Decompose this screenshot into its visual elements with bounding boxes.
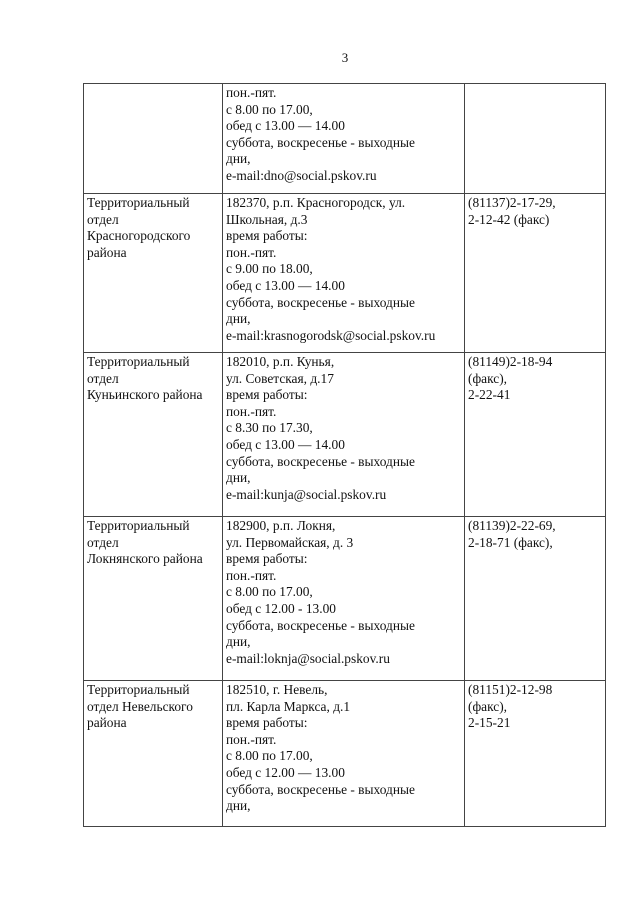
address-line: дни, xyxy=(226,470,251,486)
page-number: 3 xyxy=(341,50,349,65)
department-cell xyxy=(84,681,223,827)
table-row xyxy=(84,353,606,517)
address-line: время работы: xyxy=(226,551,308,567)
phone-line: (81137)2-17-29, xyxy=(468,195,556,210)
phones-cell xyxy=(465,353,606,517)
address-line: суббота, воскресенье - выходные xyxy=(226,781,415,797)
address-line: e-mail:loknja@social.pskov.ru xyxy=(226,650,390,666)
address-cell xyxy=(223,84,465,194)
department-line: Территориальный xyxy=(87,682,190,697)
address-line: дни, xyxy=(226,798,251,814)
address-line: 182010, р.п. Кунья, xyxy=(226,354,335,369)
department-line: отдел xyxy=(87,211,119,227)
address-line: Школьная, д.3 xyxy=(226,211,308,227)
address-line: дни, xyxy=(226,151,251,167)
table-row xyxy=(84,517,606,681)
address-line: обед с 13.00 — 14.00 xyxy=(226,436,345,452)
phone-line: 2-18-71 (факс), xyxy=(468,534,553,550)
address-line: с 8.00 по 17.00, xyxy=(226,101,313,117)
address-line: 182510, г. Невель, xyxy=(226,682,328,697)
departments-table xyxy=(83,83,606,827)
department-line: отдел Невельского xyxy=(87,698,193,714)
table-row xyxy=(84,84,606,194)
phones-cell xyxy=(465,194,606,353)
address-cell xyxy=(223,194,465,353)
department-line: Территориальный xyxy=(87,195,190,210)
address-line: ул. Советская, д.17 xyxy=(226,370,334,386)
address-line: суббота, воскресенье - выходные xyxy=(226,134,415,150)
phone-line: (факс), xyxy=(468,370,508,386)
address-line: время работы: xyxy=(226,228,308,244)
phone-line: 2-12-42 (факс) xyxy=(468,211,550,227)
address-line: ул. Первомайская, д. 3 xyxy=(226,534,354,550)
address-line: e-mail:krasnogorodsk@social.pskov.ru xyxy=(226,327,436,343)
department-line: района xyxy=(87,715,127,731)
address-line: с 8.00 по 17.00, xyxy=(226,584,313,600)
phone-line: (81139)2-22-69, xyxy=(468,518,556,533)
address-line: обед с 12.00 - 13.00 xyxy=(226,600,336,616)
address-cell xyxy=(223,517,465,681)
address-line: пон.-пят. xyxy=(226,567,277,583)
phone-line: 2-22-41 xyxy=(468,387,511,403)
department-line: Куньинского района xyxy=(87,387,203,403)
department-cell xyxy=(84,517,223,681)
department-cell xyxy=(84,84,223,194)
table-row xyxy=(84,194,606,353)
department-cell xyxy=(84,194,223,353)
phones-cell xyxy=(465,681,606,827)
address-line: с 8.30 по 17.30, xyxy=(226,420,313,436)
department-line: Красногородского xyxy=(87,228,191,244)
address-line: с 8.00 по 17.00, xyxy=(226,748,313,764)
address-line: e-mail:dno@social.pskov.ru xyxy=(226,167,377,183)
department-line: района xyxy=(87,244,127,260)
address-line: суббота, воскресенье - выходные xyxy=(226,617,415,633)
address-line: 182370, р.п. Красногородск, ул. xyxy=(226,195,406,210)
address-line: дни, xyxy=(226,311,251,327)
address-line: обед с 13.00 — 14.00 xyxy=(226,277,345,293)
department-cell xyxy=(84,353,223,517)
phone-line: (81149)2-18-94 xyxy=(468,354,553,369)
address-line: суббота, воскресенье - выходные xyxy=(226,294,415,310)
address-line: пл. Карла Маркса, д.1 xyxy=(226,698,351,714)
address-line: суббота, воскресенье - выходные xyxy=(226,453,415,469)
address-line: 182900, р.п. Локня, xyxy=(226,518,336,533)
department-line: Территориальный xyxy=(87,354,190,369)
address-line: e-mail:kunja@social.pskov.ru xyxy=(226,486,387,502)
address-line: время работы: xyxy=(226,715,308,731)
address-cell xyxy=(223,681,465,827)
department-line: отдел xyxy=(87,534,119,550)
address-line: пон.-пят. xyxy=(226,244,277,260)
phone-line: 2-15-21 xyxy=(468,715,511,731)
phone-line: (81151)2-12-98 xyxy=(468,682,553,697)
phones-cell xyxy=(465,517,606,681)
address-line: с 9.00 по 18.00, xyxy=(226,261,313,277)
department-line: Локнянского района xyxy=(87,551,203,567)
address-cell xyxy=(223,353,465,517)
address-line: дни, xyxy=(226,634,251,650)
table-row xyxy=(84,681,606,827)
department-line: Территориальный xyxy=(87,518,190,533)
address-line: пон.-пят. xyxy=(226,85,277,100)
phone-line: (факс), xyxy=(468,698,508,714)
address-line: время работы: xyxy=(226,387,308,403)
department-line: отдел xyxy=(87,370,119,386)
address-line: пон.-пят. xyxy=(226,731,277,747)
departments-table-body xyxy=(84,84,606,827)
address-line: обед с 12.00 — 13.00 xyxy=(226,764,345,780)
phones-cell xyxy=(465,84,606,194)
address-line: пон.-пят. xyxy=(226,403,277,419)
address-line: обед с 13.00 — 14.00 xyxy=(226,118,345,134)
